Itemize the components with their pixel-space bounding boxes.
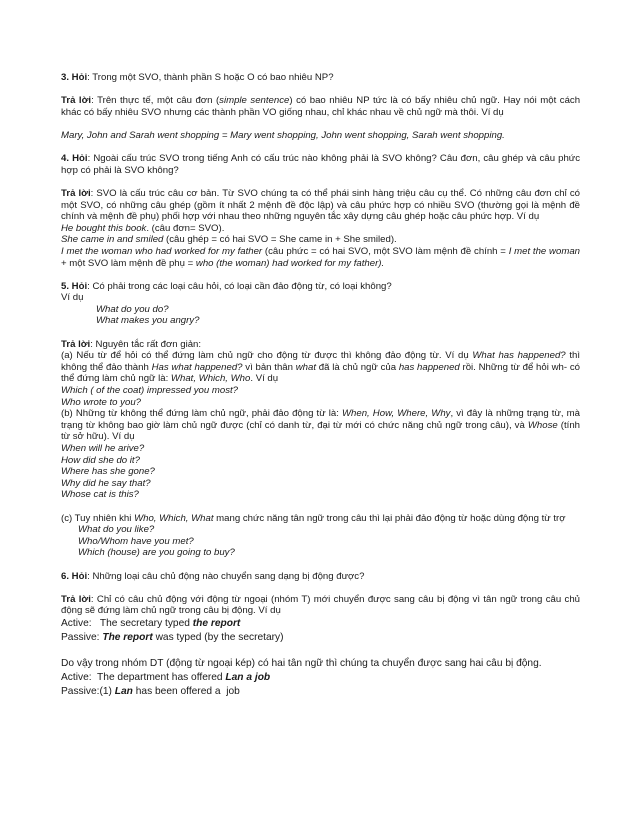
- example-italic: What do you do?: [96, 303, 169, 315]
- rule-italic: What, Which, Who: [170, 373, 251, 385]
- question-label: Hỏi: [71, 570, 88, 582]
- question-number: 5.: [61, 280, 72, 292]
- answer-5: [61, 339, 580, 351]
- rule-c: [61, 513, 580, 525]
- example-note: (câu ghép = có hai SVO = She came in + She smiled).: [163, 234, 397, 246]
- rule-italic: what: [295, 361, 316, 373]
- example-italic: What makes you angry?: [96, 315, 200, 327]
- example-line: [61, 397, 580, 409]
- example-note: Active: The secretary typed: [61, 617, 193, 629]
- example-italic: Who wrote to you?: [61, 396, 141, 408]
- example-note: (câu phức = có hai SVO, một SVO làm mệnh đề chính =: [262, 245, 509, 257]
- answer-6: [61, 594, 580, 617]
- example-line: [61, 443, 580, 455]
- example-line: [61, 315, 580, 327]
- example-note: was typed (by the secretary): [152, 631, 284, 643]
- rule-text: . Ví dụ: [250, 373, 279, 385]
- answer-4: [61, 188, 580, 223]
- example-note: + một SVO làm mệnh đề phụ =: [61, 257, 196, 269]
- example-italic: Whose cat is this?: [61, 489, 139, 501]
- answer-label: Trả lời: [61, 593, 91, 605]
- rule-text: , vì đây là những trạng từ, mà trạng từ không bao giờ làm chủ ngữ được (chỉ có danh từ, đại từ mới có chức năng chủ ngữ trong câu), và: [61, 408, 580, 431]
- example-line: [61, 304, 580, 316]
- rule-text: (tính từ sở hữu). Ví dụ: [61, 419, 580, 443]
- answer-text: : Trên thực tế, một câu đơn (: [91, 95, 220, 107]
- example-4-3: [61, 246, 580, 269]
- example-italic: I met the woman who had worked for my father: [61, 245, 263, 257]
- example-italic: I met the woman: [508, 245, 580, 257]
- question-3: [61, 72, 580, 84]
- question-label: Hỏi: [71, 280, 88, 292]
- example-italic: who (the woman) had worked for my father).: [195, 257, 385, 269]
- answer-term: simple sentence: [219, 95, 290, 107]
- rule-text: đã là chủ ngữ của: [316, 361, 399, 373]
- example-italic: Which (house) are you going to buy?: [78, 547, 235, 559]
- question-text: : Có phải trong các loại câu hỏi, có loại cần đảo động từ, có loại không?: [87, 280, 392, 292]
- example-3: [61, 130, 580, 142]
- example-note: Active: The department has offered: [61, 671, 226, 683]
- answer-text: : Chỉ có câu chủ động với động từ ngoại (nhóm T) mới chuyển được sang câu bị động vì tân ngữ trong câu chủ động sẽ đứng làm chủ ngữ trong câu bị động. Ví dụ: [61, 593, 580, 617]
- rule-italic: When, How, Where, Why: [341, 408, 451, 420]
- question-number: 3.: [61, 72, 72, 83]
- example-italic: Who/Whom have you met?: [78, 535, 194, 547]
- active-example-2: [61, 671, 580, 685]
- example-line: [61, 478, 580, 490]
- rule-b: [61, 408, 580, 443]
- example-italic: How did she do it?: [61, 454, 140, 466]
- rule-text: vì bản thân: [242, 361, 296, 373]
- question-label: Hỏi: [72, 153, 88, 165]
- answer-label: Trả lời: [61, 95, 92, 107]
- dt-explanation: Do vậy trong nhóm DT (động từ ngoại kép) có hai tân ngữ thì chúng ta chuyển được sang hai câu bị động.: [61, 657, 542, 669]
- rule-text: thì không thể đảo thành: [61, 350, 580, 373]
- rule-italic: Has what happened?: [151, 361, 243, 373]
- rule-italic: has happened: [398, 361, 460, 373]
- example-note: Passive:(1): [61, 685, 115, 697]
- question-4: [61, 153, 580, 176]
- example-line: [61, 524, 580, 536]
- question-text: : Trong một SVO, thành phần S hoặc O có bao nhiêu NP?: [87, 72, 334, 83]
- example-italic: Why did he say that?: [61, 477, 151, 489]
- answer-3: [61, 95, 580, 118]
- example-line: [61, 547, 580, 559]
- example-italic: Where has she gone?: [61, 466, 155, 478]
- answer-label: Trả lời: [61, 187, 91, 199]
- question-text: : Ngoài cấu trúc SVO trong tiếng Anh có cấu trúc nào không phải là SVO không? Câu đơn, câu ghép và câu phức hợp có phải là SVO không?: [61, 153, 581, 176]
- example-line: [61, 536, 580, 548]
- example-4-1: [61, 223, 580, 235]
- example-bold-italic: Lan a job: [225, 671, 271, 683]
- vidu-label: Ví dụ: [61, 292, 84, 304]
- example-italic: What do you like?: [78, 524, 155, 536]
- example-italic: She came in and smiled: [61, 234, 164, 246]
- example-4-2: [61, 234, 580, 246]
- answer-text: : Nguyên tắc rất đơn giản:: [90, 338, 202, 350]
- example-note: has been offered a job: [132, 685, 240, 697]
- example-line: [61, 466, 580, 478]
- rule-italic: What has happened?: [472, 350, 566, 362]
- active-example-1: [61, 617, 580, 631]
- example-bold-italic: Lan: [114, 685, 133, 697]
- passive-example-2: [61, 685, 580, 699]
- question-number: 6.: [61, 570, 72, 582]
- rule-a: [61, 350, 580, 385]
- answer-label: Trả lời: [61, 338, 91, 350]
- example-italic: Which ( of the coat) impressed you most?: [61, 385, 239, 397]
- example-text: Mary, John and Sarah went shopping = Mary went shopping, John went shopping, Sarah went shopping.: [61, 129, 505, 141]
- rule-text: (c) Tuy nhiên khi: [61, 512, 135, 524]
- example-bold-italic: the report: [192, 617, 241, 629]
- question-text: : Những loại câu chủ động nào chuyển sang dạng bị động được?: [87, 570, 365, 582]
- example-note: . (câu đơn= SVO).: [146, 222, 225, 234]
- rule-text: rồi. Những từ để hỏi wh- có thể đứng làm chủ ngữ là:: [61, 361, 580, 385]
- example-note: Passive:: [61, 631, 103, 643]
- question-number: 4.: [61, 153, 73, 165]
- question-5: [61, 281, 580, 293]
- answer-text: : SVO là cấu trúc câu cơ bản. Từ SVO chúng ta có thể phái sinh hàng triệu câu cụ thể. Có những câu đơn chỉ có một SVO, có những câu ghép (gồm ít nhất 2 mệnh đề độc lập) và câu phức hợp có nhiều SVO (thường gọi là mệnh đề chính và mệnh đề phụ) phối hợp với nhau theo những nguyên tắc xây dựng câu ghép hoặc câu phức hợp. Ví dụ: [61, 187, 580, 223]
- example-line: [61, 385, 580, 397]
- example-italic: He bought this book: [61, 222, 147, 234]
- question-6: [61, 571, 580, 583]
- rule-italic: Whose: [527, 419, 558, 431]
- passive-example-1: [61, 631, 580, 645]
- rule-text: (b) Những từ không thể đứng làm chủ ngữ, phải đảo động từ là:: [61, 408, 342, 420]
- example-italic: When will he arive?: [61, 443, 145, 454]
- example-line: [61, 455, 580, 467]
- rule-italic: Who, Which, What: [134, 512, 214, 524]
- example-bold-italic: The report: [102, 631, 153, 643]
- rule-text: (a) Nếu từ để hỏi có thể đứng làm chủ ngữ cho động từ được thì không đảo động từ. Ví dụ: [61, 350, 473, 362]
- answer-text: ) có bao nhiêu NP tức là có bấy nhiêu chủ ngữ. Hay nói một cách khác có bấy nhiêu SVO nhưng các thành phần VO giống nhau, chỉ khác nhau về chủ ngữ mà thôi. Ví dụ: [61, 95, 581, 118]
- document-page: [61, 72, 580, 699]
- rule-text: mang chức năng tân ngữ trong câu thì lại phải đảo động từ hoặc dùng động từ trợ: [213, 512, 566, 524]
- question-label: Hỏi: [71, 72, 88, 83]
- example-line: [61, 489, 580, 501]
